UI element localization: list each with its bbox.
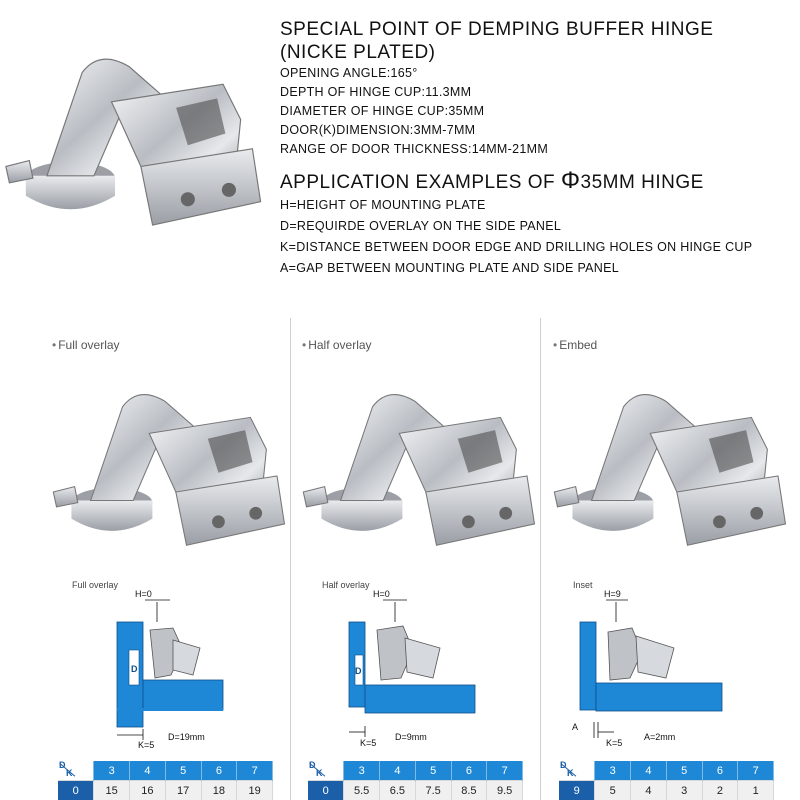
k-value: 6 xyxy=(201,761,237,781)
application-a: A=GAP BETWEEN MOUNTING PLATE AND SIDE PANEL xyxy=(280,261,620,275)
h-label: H=0 xyxy=(135,590,152,599)
diagram-label: Half overlay xyxy=(322,580,370,590)
h-value: 0 xyxy=(308,781,344,800)
panel-title: • Half overlay xyxy=(302,338,372,352)
table-corner: D K xyxy=(58,761,94,781)
spec-opening-angle: OPENING ANGLE:165° xyxy=(280,66,418,80)
k-value: 5 xyxy=(165,761,201,781)
overlay-table xyxy=(58,761,273,800)
h-label: H=9 xyxy=(604,590,621,599)
d-value: 5 xyxy=(595,781,631,800)
d-value-label: D=9mm xyxy=(395,732,427,742)
table-corner: D K xyxy=(559,761,595,781)
k-value: 6 xyxy=(451,761,487,781)
d-value: 17 xyxy=(165,781,201,800)
h-value: 0 xyxy=(58,781,94,800)
k-value: 6 xyxy=(702,761,738,781)
d-value: 2 xyxy=(702,781,738,800)
d-value-label: D=19mm xyxy=(168,732,205,742)
hinge-image xyxy=(48,373,293,563)
panel-title: • Full overlay xyxy=(52,338,120,352)
application-title: APPLICATION EXAMPLES OF Φ35MM HINGE xyxy=(280,167,704,194)
k-value: 3 xyxy=(595,761,631,781)
a-label: A xyxy=(572,722,579,732)
d-value: 15 xyxy=(94,781,130,800)
panel-title: • Embed xyxy=(553,338,597,352)
k-value: 5 xyxy=(666,761,702,781)
overlay-diagram xyxy=(65,590,290,750)
spec-title: SPECIAL POINT OF DEMPING BUFFER HINGE xyxy=(280,19,714,40)
hinge-product-image xyxy=(0,30,270,250)
d-value: 9.5 xyxy=(487,781,523,800)
d-value: 7.5 xyxy=(415,781,451,800)
k-value: 4 xyxy=(631,761,667,781)
inset-diagram xyxy=(566,590,791,750)
d-value: 18 xyxy=(201,781,237,800)
panel-embed xyxy=(541,318,791,800)
diagram-label: Full overlay xyxy=(72,580,119,590)
panel-half-overlay xyxy=(290,318,540,800)
a-value-label: A=2mm xyxy=(644,732,676,742)
h-value: 9 xyxy=(559,781,595,800)
k-label: K=5 xyxy=(606,738,623,748)
hinge-image xyxy=(549,373,794,563)
application-d: D=REQUIRDE OVERLAY ON THE SIDE PANEL xyxy=(280,219,562,233)
application-h: H=HEIGHT OF MOUNTING PLATE xyxy=(280,198,486,212)
k-value: 5 xyxy=(415,761,451,781)
k-value: 7 xyxy=(237,761,273,781)
spec-door-k: DOOR(K)DIMENSION:3MM-7MM xyxy=(280,123,476,137)
d-label: D xyxy=(131,664,138,674)
diagram-label: Inset xyxy=(573,580,593,590)
inset-table xyxy=(559,761,774,800)
k-label: K=5 xyxy=(360,738,377,748)
d-value: 6.5 xyxy=(380,781,416,800)
panel-full-overlay xyxy=(40,318,290,800)
d-value: 4 xyxy=(631,781,667,800)
d-value: 16 xyxy=(130,781,166,800)
d-value: 19 xyxy=(237,781,273,800)
spec-door-thickness: RANGE OF DOOR THICKNESS:14MM-21MM xyxy=(280,142,549,156)
k-value: 3 xyxy=(344,761,380,781)
spec-cup-diameter: DIAMETER OF HINGE CUP:35MM xyxy=(280,104,485,118)
k-value: 4 xyxy=(380,761,416,781)
application-k: K=DISTANCE BETWEEN DOOR EDGE AND DRILLING HOLES ON HINGE CUP xyxy=(280,240,753,254)
table-corner: D K xyxy=(308,761,344,781)
spec-subtitle: (NICKE PLATED) xyxy=(280,42,436,63)
spec-cup-depth: DEPTH OF HINGE CUP:11.3MM xyxy=(280,85,472,99)
k-value: 7 xyxy=(738,761,774,781)
d-value: 5.5 xyxy=(344,781,380,800)
k-value: 7 xyxy=(487,761,523,781)
specifications-block xyxy=(280,18,795,279)
d-value: 8.5 xyxy=(451,781,487,800)
d-label: D xyxy=(355,666,362,676)
k-label: K=5 xyxy=(138,740,155,750)
k-value: 3 xyxy=(94,761,130,781)
d-value: 3 xyxy=(666,781,702,800)
h-label: H=0 xyxy=(373,590,390,599)
d-value: 1 xyxy=(738,781,774,800)
k-value: 4 xyxy=(130,761,166,781)
overlay-table xyxy=(308,761,523,800)
overlay-diagram xyxy=(315,590,540,750)
hinge-image xyxy=(298,373,543,563)
